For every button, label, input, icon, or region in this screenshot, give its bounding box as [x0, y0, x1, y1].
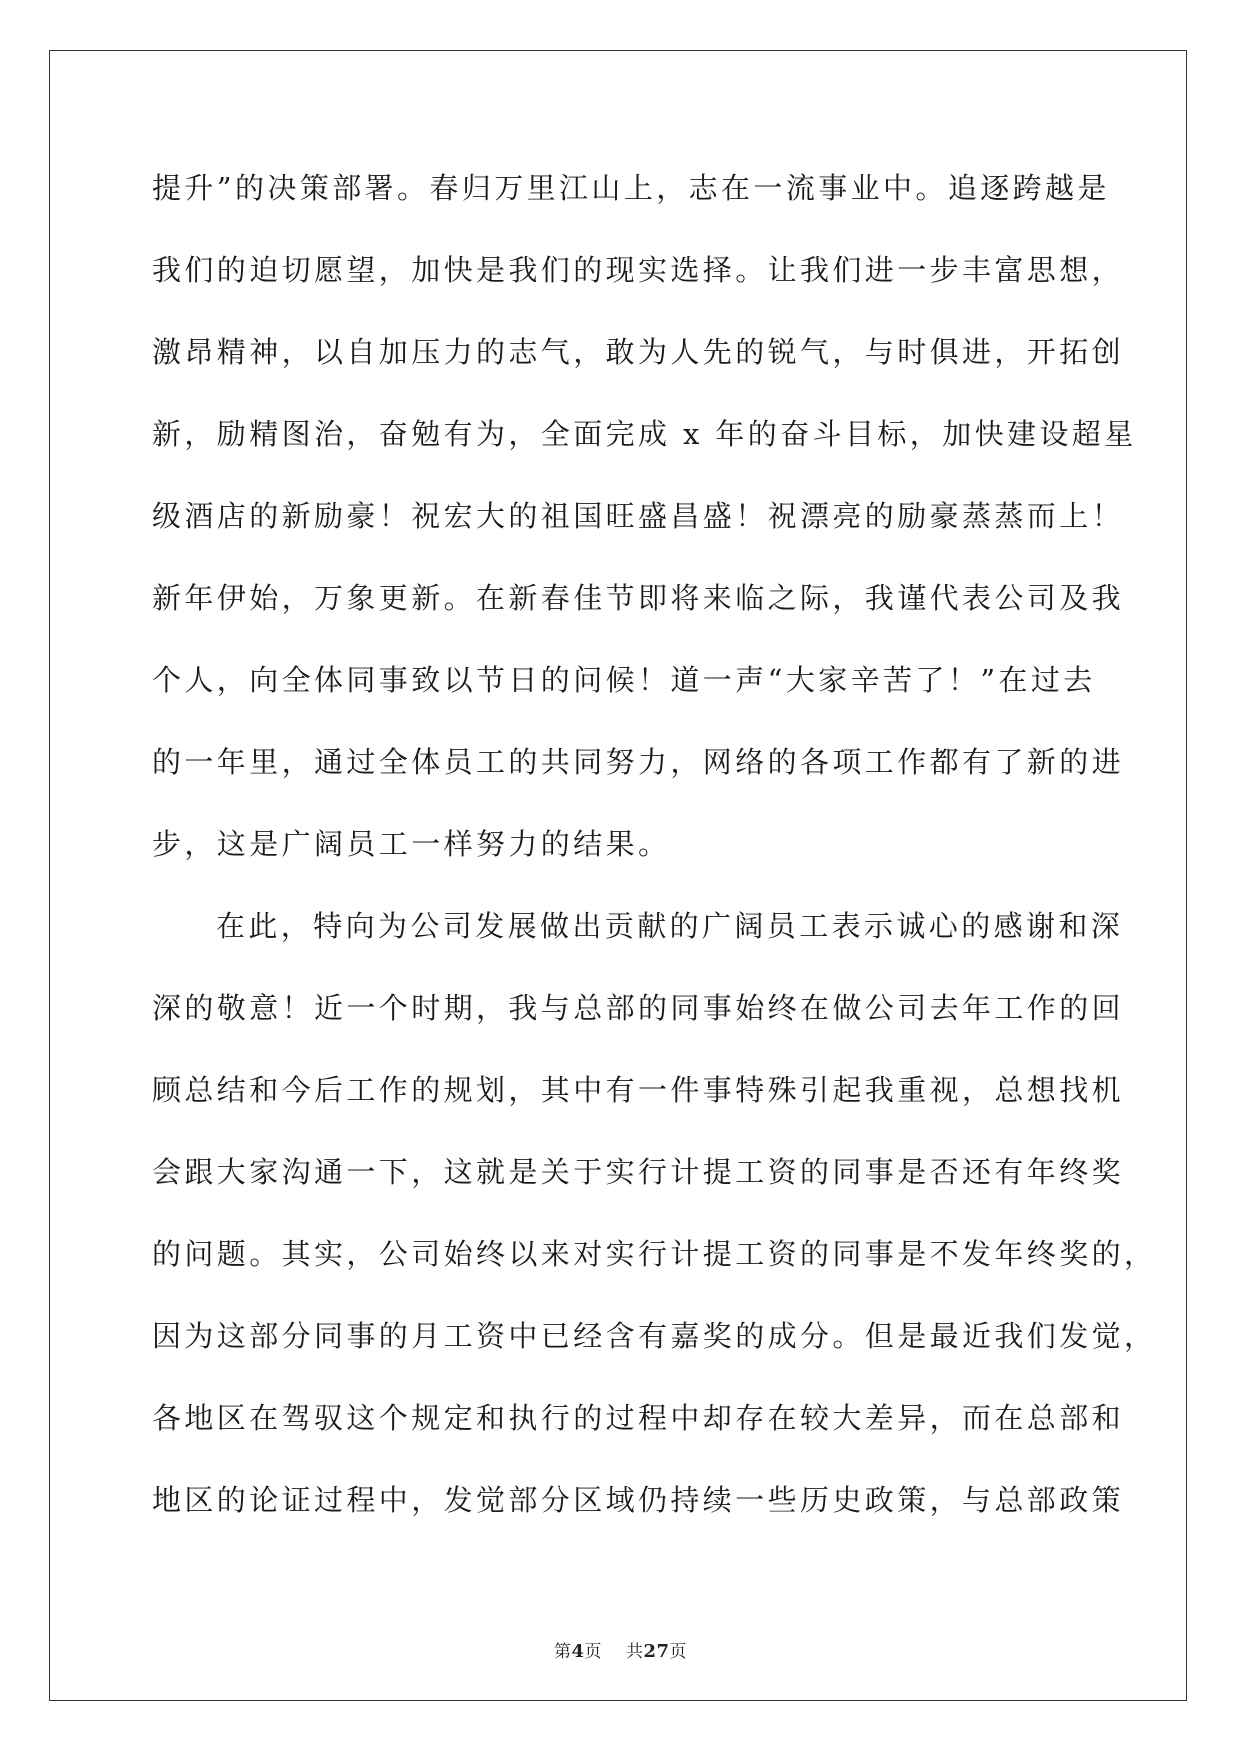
text-line: 地区的论证过程中，发觉部分区域仍持续一些历史政策，与总部政策 [152, 1483, 1125, 1517]
text-line: 因为这部分同事的月工资中已经含有嘉奖的成分。但是最近我们发觉， [152, 1319, 1157, 1353]
text-line: 顾总结和今后工作的规划，其中有一件事特殊引起我重视，总想找机 [152, 1073, 1125, 1107]
total-suffix: 页 [669, 1642, 688, 1662]
page-footer [0, 1637, 1241, 1662]
text-line: 的问题。其实，公司始终以来对实行计提工资的同事是不发年终奖的， [152, 1237, 1157, 1271]
text-line: 新年伊始，万象更新。在新春佳节即将来临之际，我谨代表公司及我 [152, 581, 1125, 615]
text-line: 会跟大家沟通一下，这就是关于实行计提工资的同事是否还有年终奖 [152, 1155, 1125, 1189]
text-line: 激昂精神，以自加压力的志气，敢为人先的锐气，与时俱进，开拓创 [152, 335, 1125, 369]
page-suffix: 页 [584, 1642, 602, 1662]
text-line: 新，励精图治，奋勉有为，全面完成 x 年的奋斗目标，加快建设超星 [152, 417, 1137, 451]
document-body [152, 160, 1157, 1554]
total-prefix: 共 [625, 1642, 644, 1662]
page-prefix: 第 [553, 1642, 572, 1662]
text-line: 个人，向全体同事致以节日的问候！道一声“大家辛苦了！”在过去 [152, 663, 1096, 697]
page-current: 4 [571, 1641, 585, 1662]
text-line: 深的敬意！近一个时期，我与总部的同事始终在做公司去年工作的回 [152, 991, 1125, 1025]
text-line: 步，这是广阔员工一样努力的结果。 [152, 827, 671, 861]
text-line: 我们的迫切愿望，加快是我们的现实选择。让我们进一步丰富思想， [152, 253, 1125, 287]
text-line: 提升”的决策部署。春归万里江山上，志在一流事业中。追逐跨越是 [152, 171, 1110, 205]
text-line: 的一年里，通过全体员工的共同努力，网络的各项工作都有了新的进 [152, 745, 1125, 779]
paragraph-first-line: 在此，特向为公司发展做出贡献的广阔员工表示诚心的感谢和深 [216, 909, 1124, 943]
text-line: 级酒店的新励豪！祝宏大的祖国旺盛昌盛！祝漂亮的励豪蒸蒸而上！ [152, 499, 1125, 533]
page-total: 27 [643, 1641, 670, 1662]
text-line: 各地区在驾驭这个规定和执行的过程中却存在较大差异，而在总部和 [152, 1401, 1125, 1435]
